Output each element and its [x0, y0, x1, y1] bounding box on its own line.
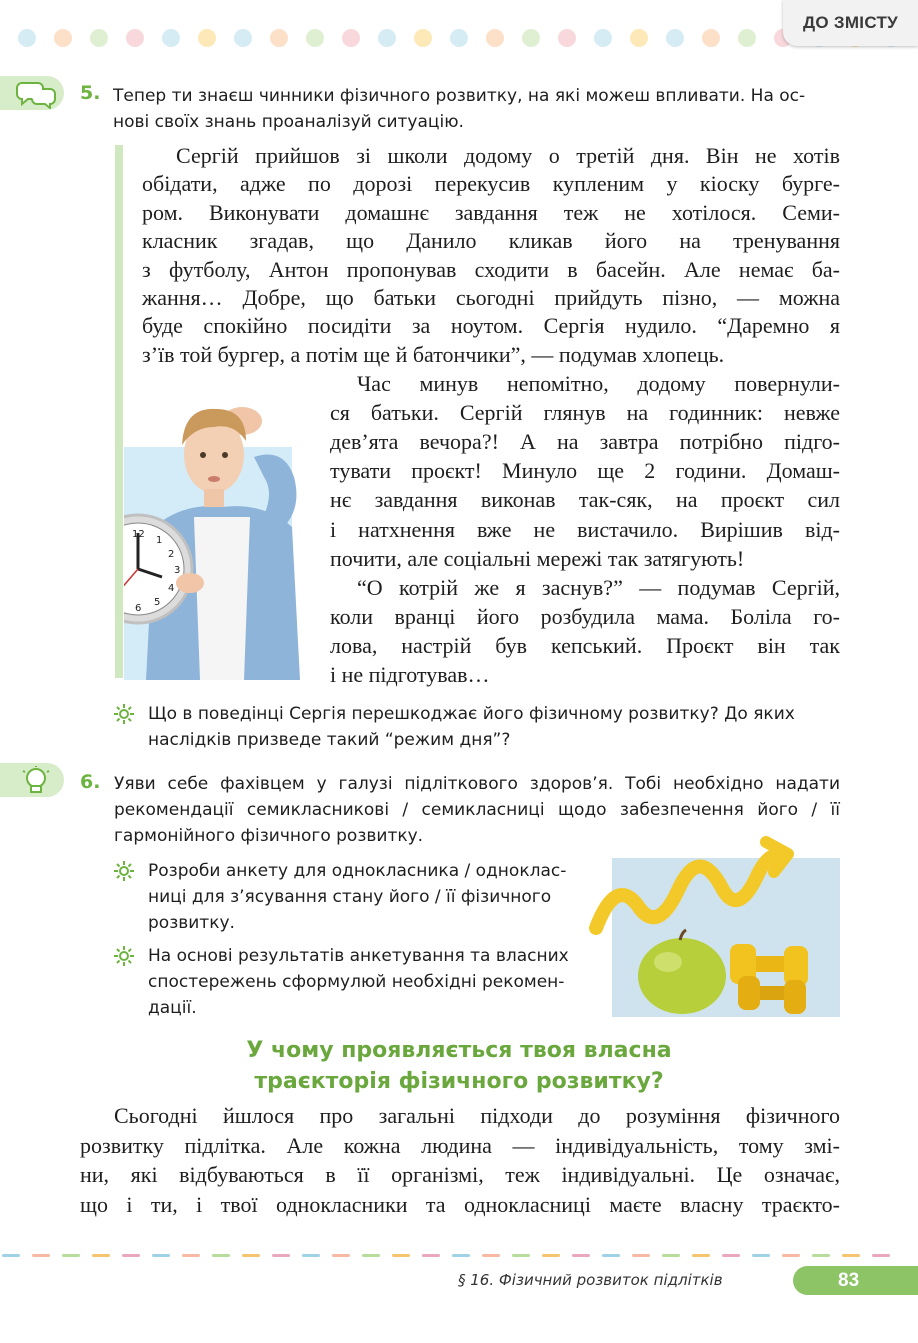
decorative-dot	[18, 29, 36, 47]
page-number: 83	[793, 1266, 918, 1295]
decorative-dash	[362, 1254, 380, 1257]
decorative-dash	[332, 1254, 350, 1257]
svg-text:1: 1	[156, 535, 163, 546]
svg-text:12: 12	[132, 529, 145, 540]
task-text: рекомендації семикласникові / семикласниці щодо забезпечення його / її	[114, 800, 840, 820]
story-line: лова, настрій був кепський. Проєкт він так	[330, 632, 840, 658]
decorative-dash	[572, 1254, 590, 1257]
decorative-dot	[558, 29, 576, 47]
svg-text:5: 5	[154, 597, 161, 608]
bullet-text: спостережень сформулюй необхідні рекомен-	[148, 972, 565, 992]
decorative-dot	[306, 29, 324, 47]
story-line: “О котрій же я заснув?” — подумав Сергій,	[357, 574, 840, 600]
task-number: 6.	[80, 771, 101, 793]
body-line: ни, які відбуваються в її організмі, теж індивідуальні. Це означає,	[80, 1162, 840, 1187]
decorative-dash	[662, 1254, 680, 1257]
bullet-text: Розроби анкету для однокласника / одноклас-	[148, 861, 567, 881]
decorative-dot	[342, 29, 360, 47]
task-number: 5.	[80, 82, 101, 104]
decorative-dot	[414, 29, 432, 47]
decorative-dot	[594, 29, 612, 47]
decorative-dash	[422, 1254, 440, 1257]
decorative-dash	[722, 1254, 740, 1257]
decorative-dash	[212, 1254, 230, 1257]
boy-with-clock-image	[124, 397, 320, 680]
decorative-dot	[738, 29, 756, 47]
svg-text:6: 6	[135, 603, 142, 614]
body-line: Сьогодні йшлося про загальні підходи до розуміння фізичного	[114, 1103, 840, 1128]
decorative-dash	[632, 1254, 650, 1257]
decorative-dash	[62, 1254, 80, 1257]
decorative-dash	[842, 1254, 860, 1257]
decorative-dot	[162, 29, 180, 47]
decorative-dash	[2, 1254, 20, 1257]
decorative-dot	[450, 29, 468, 47]
bottom-dash-decoration	[0, 1254, 918, 1258]
decorative-dash	[872, 1254, 890, 1257]
decorative-dot	[630, 29, 648, 47]
story-line: коли вранці його розбудила мама. Боліла го-	[330, 603, 840, 629]
svg-text:3: 3	[174, 565, 181, 576]
story-line: ся батьки. Сергій глянув на годинник: невже	[330, 400, 840, 426]
bullet-text: розвитку.	[148, 913, 235, 933]
decorative-dot	[702, 29, 720, 47]
decorative-dash	[692, 1254, 710, 1257]
story-line: жання… Добре, що батьки сьогодні прийдуть пізно, — можна	[142, 285, 840, 310]
decorative-dash	[272, 1254, 290, 1257]
decorative-dot	[90, 29, 108, 47]
sun-bullet-icon	[114, 946, 134, 966]
story-line: Час минув непомітно, додому повернули-	[357, 371, 840, 396]
svg-text:4: 4	[168, 583, 175, 594]
decorative-dash	[602, 1254, 620, 1257]
story-line: ром. Виконувати домашнє завдання теж не хотілося. Семи-	[142, 199, 840, 225]
story-line: тувати проєкт! Минуло ще 2 години. Домаш-	[330, 458, 840, 484]
sun-bullet-icon	[114, 704, 134, 724]
bullet-text: дації.	[148, 998, 197, 1018]
story-line: обідати, адже по дорозі перекусив купленим у кіоску бурге-	[142, 171, 840, 197]
task-text: Тепер ти знаєш чинники фізичного розвитку, на які можеш впливати. На ос-	[113, 86, 806, 106]
decorative-dot	[378, 29, 396, 47]
body-line: розвитку підлітка. Але кожна людина — індивідуальність, тому змі-	[80, 1132, 840, 1158]
body-line: що і ти, і твої однокласники та однокласниці маєте власну траєкто-	[80, 1191, 840, 1217]
bullet-text: ниці для з’ясування стану його / її фізичного	[148, 887, 552, 907]
decorative-dash	[752, 1254, 770, 1257]
decorative-dash	[782, 1254, 800, 1257]
question-text: наслідків призведе такий “режим дня”?	[148, 730, 511, 750]
section-heading: траєкторія фізичного розвитку?	[254, 1069, 664, 1094]
sun-bullet-icon	[114, 861, 134, 881]
lightbulb-icon	[16, 766, 56, 796]
decorative-dot	[198, 29, 216, 47]
decorative-dash	[542, 1254, 560, 1257]
top-dot-decoration	[18, 29, 898, 47]
decorative-dash	[242, 1254, 260, 1257]
story-line: Сергій прийшов зі школи додому о третій дня. Він не хотів	[176, 143, 840, 168]
idea-marker	[0, 763, 64, 797]
chapter-footer: § 16. Фізичний розвиток підлітків	[458, 1271, 723, 1289]
decorative-dot	[522, 29, 540, 47]
apple-dumbbells-image	[588, 836, 840, 1017]
svg-text:2: 2	[168, 549, 175, 560]
decorative-dash	[512, 1254, 530, 1257]
discussion-marker	[0, 76, 64, 110]
task-text: нові своїх знань проаналізуй ситуацію.	[113, 112, 464, 132]
story-line: з’їв той бургер, а потім ще й батончики”, — подумав хлопець.	[142, 341, 725, 367]
decorative-dot	[54, 29, 72, 47]
question-text: Що в поведінці Сергія перешкоджає його фізичному розвитку? До яких	[148, 704, 795, 724]
bullet-text: На основі результатів анкетування та власних	[148, 946, 569, 966]
story-line: дев’ята вечора?! А на завтра потрібно підго-	[330, 429, 840, 455]
decorative-dot	[666, 29, 684, 47]
speech-bubbles-icon	[16, 79, 60, 109]
decorative-dash	[182, 1254, 200, 1257]
task-text: гармонійного фізичного розвитку.	[114, 826, 424, 846]
decorative-dash	[122, 1254, 140, 1257]
story-line: і натхнення вже не вистачило. Вирішив від-	[330, 516, 840, 542]
story-line: класник згадав, що Данило кликав його на тренування	[142, 228, 840, 254]
decorative-dot	[234, 29, 252, 47]
decorative-dash	[152, 1254, 170, 1257]
decorative-dash	[452, 1254, 470, 1257]
decorative-dash	[482, 1254, 500, 1257]
decorative-dash	[92, 1254, 110, 1257]
decorative-dash	[392, 1254, 410, 1257]
story-line: почити, але соціальні мережі так затягують!	[330, 545, 745, 571]
decorative-dot	[486, 29, 504, 47]
section-heading: У чому проявляється твоя власна	[246, 1038, 672, 1063]
task-text: Уяви себе фахівцем у галузі підліткового здоров’я. Тобі необхідно надати	[114, 774, 840, 794]
decorative-dash	[812, 1254, 830, 1257]
story-line: нє завдання виконав так-сяк, на проєкт сил	[330, 487, 840, 513]
story-line: буде спокійно посидіти за ноутом. Сергія нудило. “Даремно я	[142, 313, 840, 339]
story-line: і не підготував…	[330, 662, 490, 687]
table-of-contents-link[interactable]: ДО ЗМІСТУ	[783, 0, 918, 46]
story-side-bar	[115, 145, 123, 678]
story-line: з футболу, Антон пропонував сходити в басейн. Але немає ба-	[142, 256, 840, 282]
decorative-dot	[126, 29, 144, 47]
decorative-dash	[302, 1254, 320, 1257]
decorative-dash	[32, 1254, 50, 1257]
decorative-dot	[270, 29, 288, 47]
